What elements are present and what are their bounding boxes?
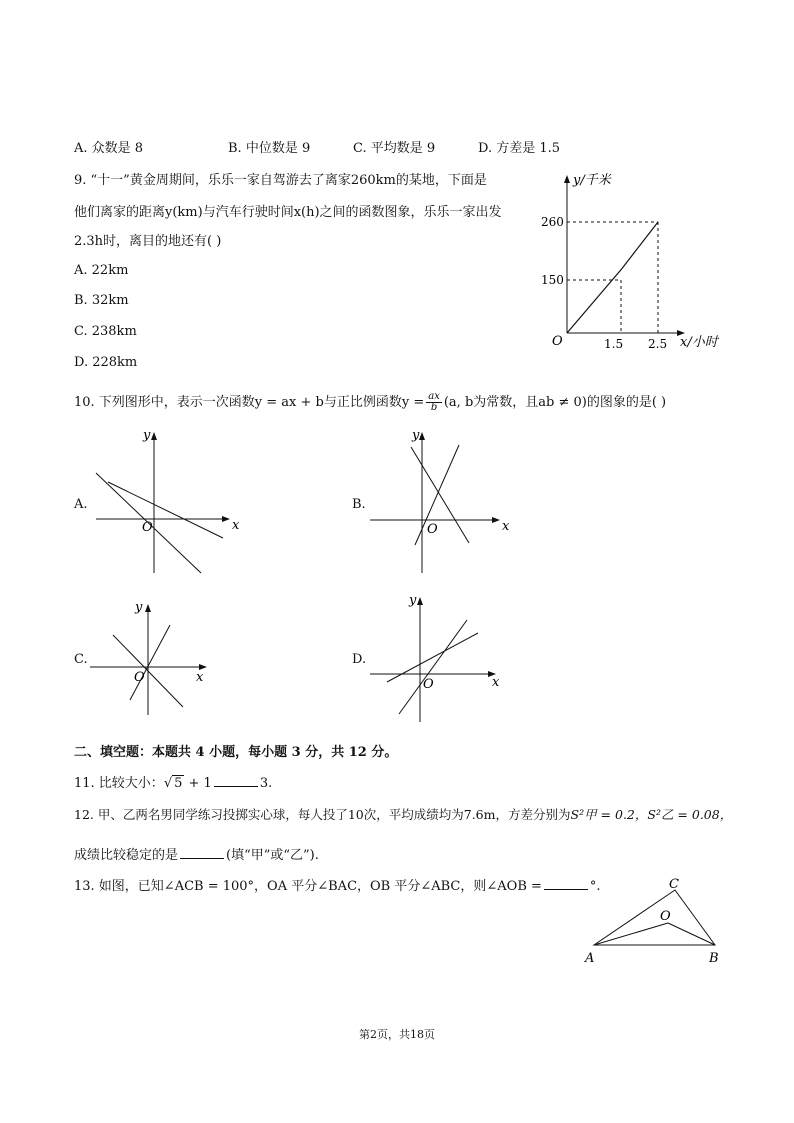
q10b-y-label: y [412,428,420,443]
q10d-y-label: y [409,593,417,608]
q9-x-axis-label: x/小时 [680,335,718,350]
q11-after-root: + 1 [184,776,212,791]
q12-line2-prefix: 成绩比较稳定的是 [74,848,179,863]
q10-stem-text: 10. 下列图形中，表示一次函数y = ax + b与正比例函数y = [74,395,425,410]
q9-option-a: A. 22km [74,263,129,278]
q11-radicand: 5 [174,776,183,791]
q10d-x-label: x [492,675,500,690]
q9-option-b: B. 32km [74,293,129,308]
page-footer: 第2页，共18页 [359,1028,435,1041]
q11-suffix: 3. [259,776,273,791]
q9-x-tick-2-5: 2.5 [648,337,668,351]
q10b-origin: O [427,522,438,537]
q9-y-tick-150: 150 [541,273,564,287]
q12-variance-jia: S²甲 = 0.2， [570,807,648,822]
q10c-origin: O [134,670,145,685]
q9-stem-line1: 9. “十一”黄金周期间，乐乐一家自驾游去了离家260km的某地，下面是 [74,173,487,188]
q9-distance-time-graph [540,165,730,355]
q10b-x-label: x [502,519,510,534]
q9-y-tick-260: 260 [541,215,564,229]
q13-label-a: A [585,951,595,966]
q13-label-b: B [709,951,719,966]
q13-stem [74,875,601,894]
q9-origin: O [552,334,563,349]
q10-frac-num: ax [428,391,440,402]
q8-option-d: D. 方差是 1.5 [478,141,561,156]
q9-option-c: C. 238km [74,324,137,339]
q10d-origin: O [423,677,434,692]
q10a-origin: O [142,520,153,535]
q9-stem-line3: 2.3h时，离目的地还有( ) [74,234,222,249]
q10-option-b-label: B. [352,497,366,512]
q11-prefix: 11. 比较大小： [74,776,164,791]
q10c-x-label: x [196,670,204,685]
q10-graph-a [88,425,248,580]
q8-option-a: A. 众数是 8 [74,141,144,156]
q10-frac-den: b [430,402,438,413]
q13-label-c: C [669,877,679,892]
q10-stem [74,391,666,413]
sqrt-symbol: √ [163,776,173,791]
q12-line1 [74,805,732,823]
q9-x-tick-1-5: 1.5 [604,337,624,351]
q12-answer-blank[interactable] [180,846,224,859]
q10-stem-tail: (a, b为常数，且ab ≠ 0)的图象的是( ) [443,395,667,410]
q11-answer-blank[interactable] [214,774,258,787]
q10-graph-d [365,590,510,725]
q13-label-o: O [660,909,671,924]
q13-text: 13. 如图，已知∠ACB = 100°，OA 平分∠BAC，OB 平分∠ABC，则∠AOB = [74,879,542,894]
q10-option-a-label: A. [74,497,88,512]
q8-option-c: C. 平均数是 9 [353,141,436,156]
q10-option-d-label: D. [352,652,367,667]
q9-y-axis-label: y/千米 [573,173,611,188]
q9-option-d: D. 228km [74,355,138,370]
q9-data-line [567,222,658,333]
q12-line2 [74,844,319,863]
q12-variance-yi: S²乙 = 0.08， [647,807,733,822]
q10-graph-c [88,595,218,720]
section-2-heading: 二、填空题：本题共 4 小题，每小题 3 分，共 12 分。 [74,745,398,760]
q10a-y-label: y [143,428,151,443]
q8-option-b: B. 中位数是 9 [228,141,311,156]
q9-stem-line2: 他们离家的距离y(km)与汽车行驶时间x(h)之间的函数图象，乐乐一家出发 [74,205,502,220]
q10-option-c-label: C. [74,652,88,667]
q13-triangle-figure [580,874,730,970]
q10-graph-b [365,425,515,580]
q10a-x-label: x [232,518,240,533]
q11 [74,772,272,791]
q13-unit: °. [589,879,601,894]
q12-text: 12. 甲、乙两名男同学练习投掷实心球，每人投了10次，平均成绩均为7.6m，方差分别为 [74,807,571,822]
q10c-y-label: y [135,600,143,615]
q12-line2-suffix: (填“甲”或“乙”). [226,848,319,863]
q10-fraction [426,392,442,413]
